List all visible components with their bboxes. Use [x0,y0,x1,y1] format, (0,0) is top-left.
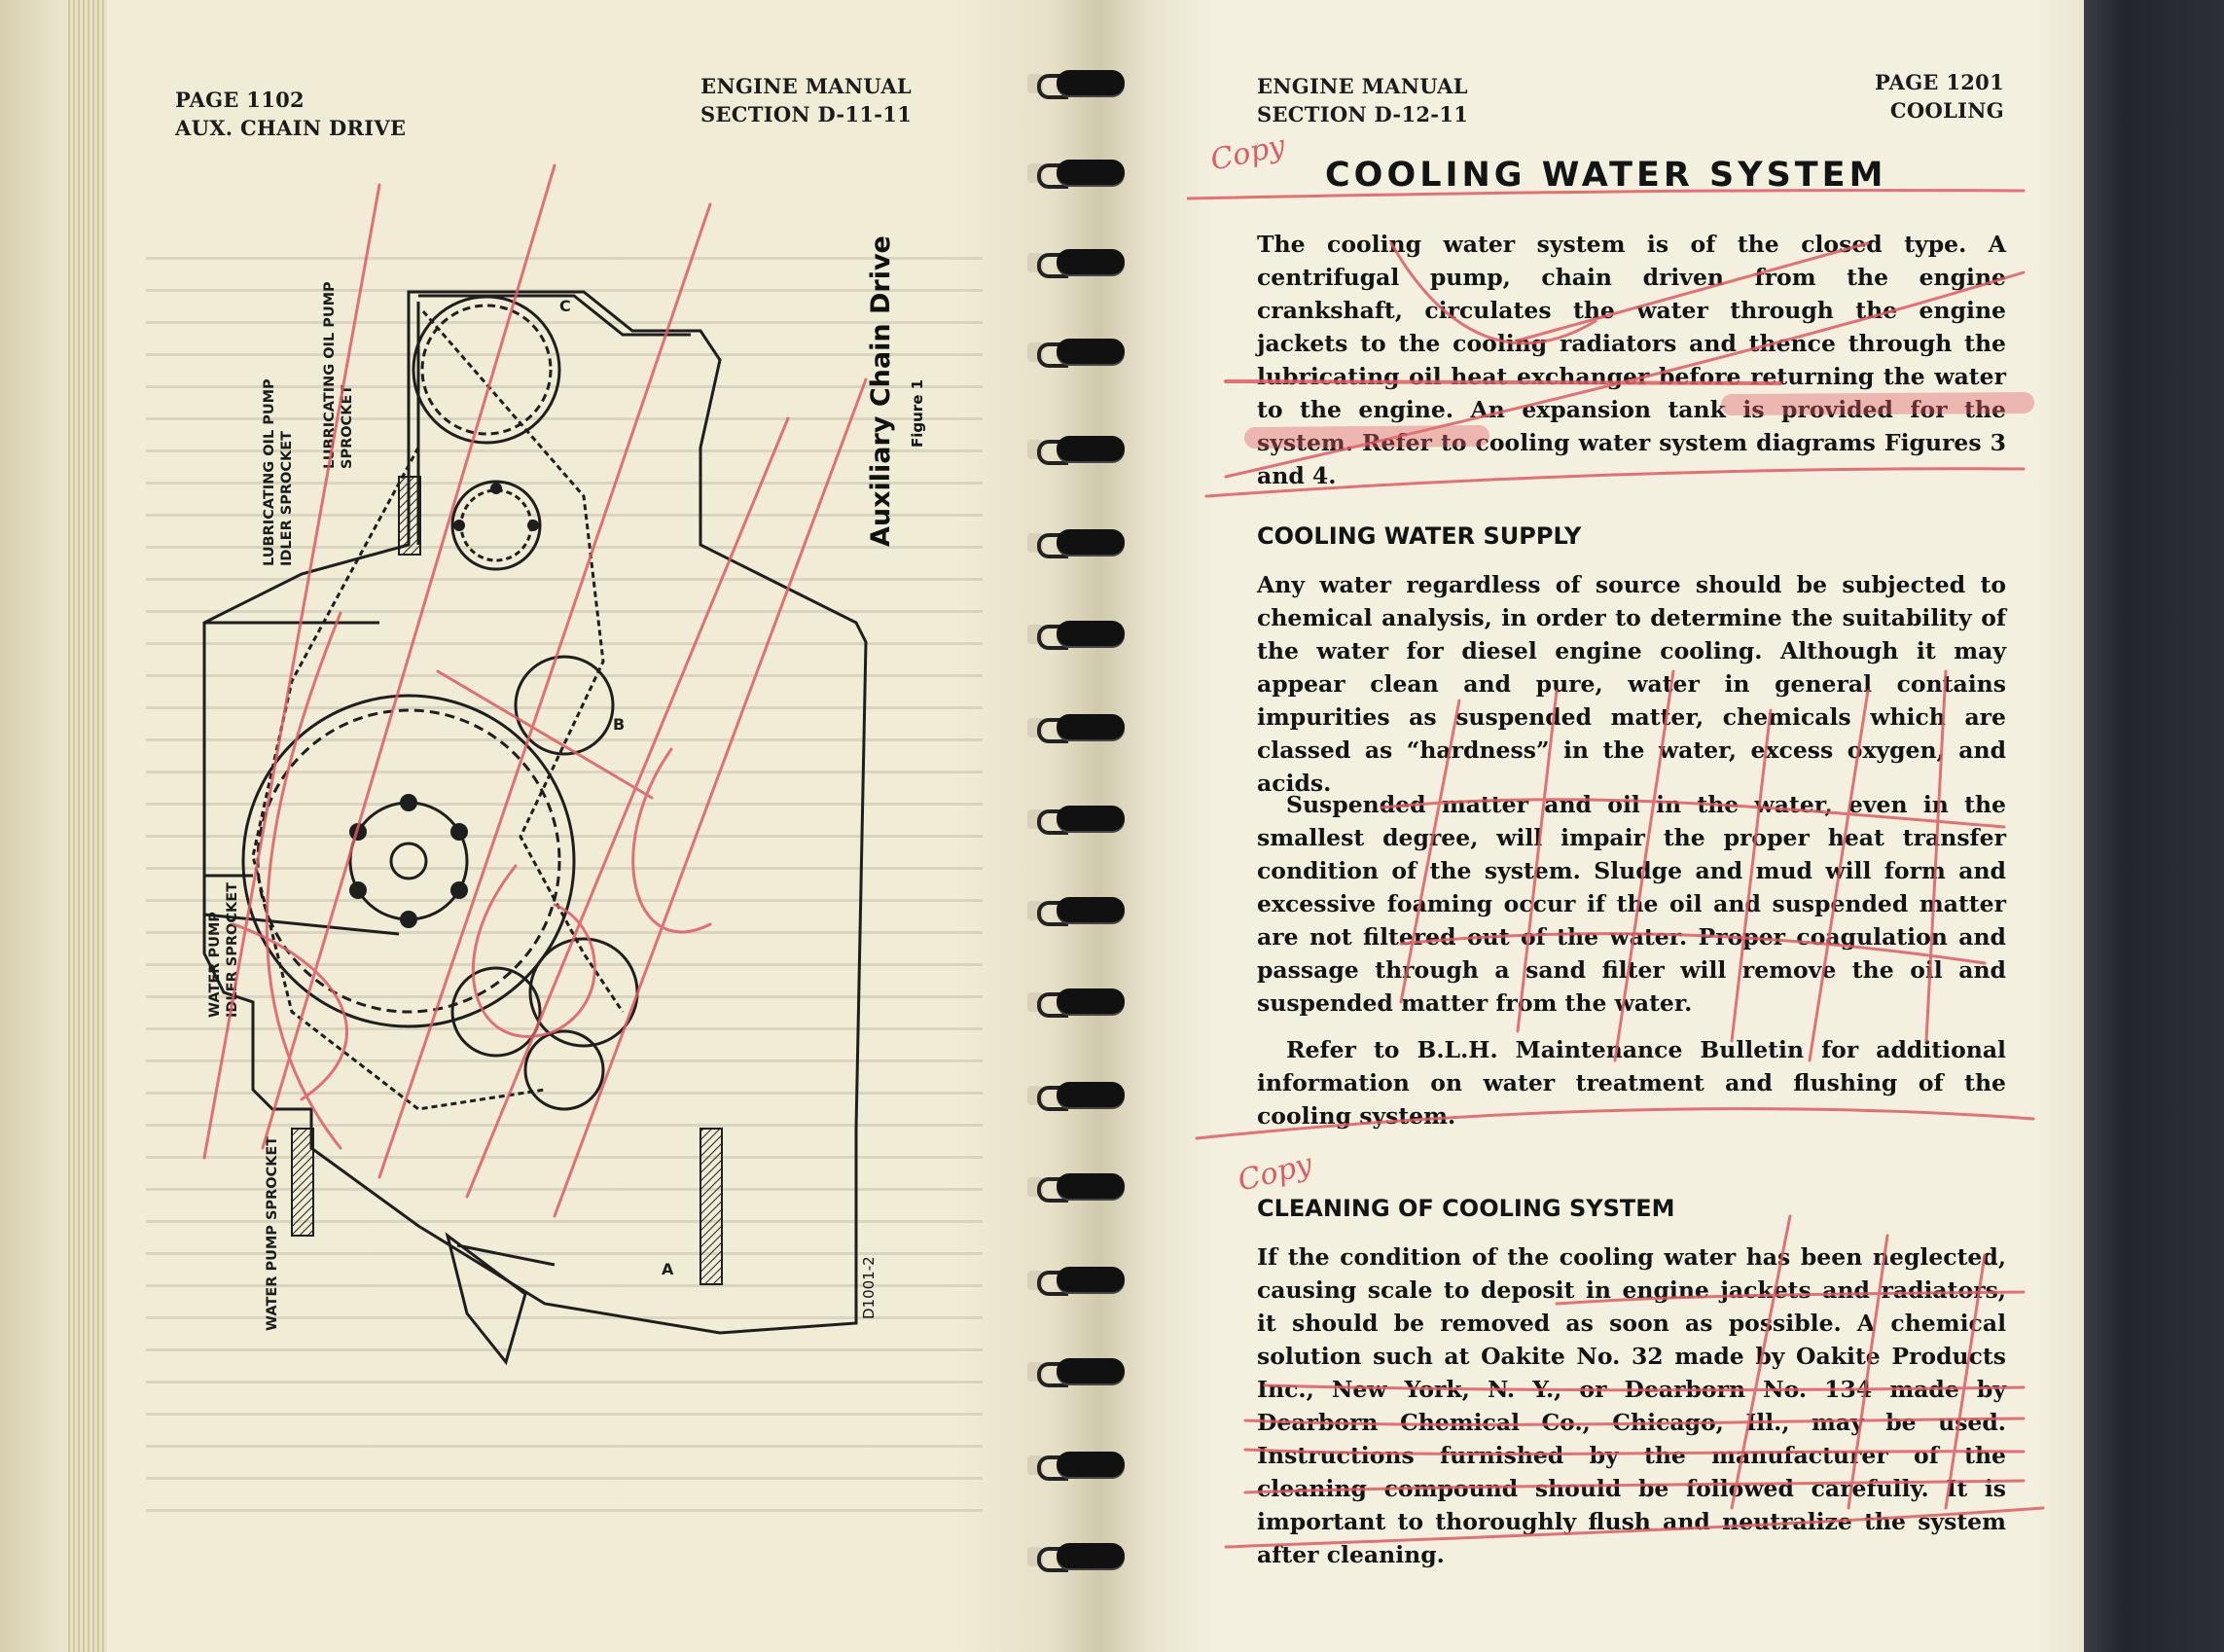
label-lub-oil-pump-sprocket: LUBRICATING OIL PUMP SPROCKET [322,281,355,469]
cleaning-paragraph: If the condition of the cooling water has been neglected, causing scale to deposit in engine jackets and radiators, it should be removed as soon as possible. A chemical solution such at Oakite No. 32 made by Oakite Products Inc., New York, N. Y., or Dearborn No. 134 made by Dearborn Chemical Co., Chicago, Ill., may be used. Instructions furnished by the manufacturer of the cleaning compound should be followed carefully. It is important to thoroughly flush and neutralize the system after cleaning. [1257,1243,2006,1568]
right-page-header-right [1829,68,2004,125]
page-edge-stack [68,0,107,1652]
diagram-label-c: C [559,297,571,315]
binding-coil [1027,615,1146,654]
binding-coil [1027,64,1146,103]
intro-paragraph: The cooling water system is of the closed type. A centrifugal pump, chain driven from the engine crankshaft, circulates the water through the engine jackets to the cooling radiators and thence through the lubricating oil heat exchanger before returning the water to the engine. An expansion tank is provided for the system. Refer to cooling water system diagrams Figures 3 and 4. [1257,231,2006,489]
binding-coil [1027,1352,1146,1391]
binding-coil [1027,1537,1146,1576]
left-page-header-right [700,72,912,128]
section-heading-cleaning: CLEANING OF COOLING SYSTEM [1257,1195,1675,1222]
figure-number: Figure 1 [909,378,926,448]
red-pencil-markings-left [146,126,1002,1391]
supply-paragraph-2: Suspended matter and oil in the water, even in the smallest degree, will impair the proper heat transfer condition of the system. Sludge and mud will form and excessive foaming occur if the oil and suspended matter are not filtered out of the water. Proper coagulation and passage through a sand filter will remove the oil and suspended matter from the water. [1257,791,2006,1017]
binding-coil [1027,891,1146,930]
supply-paragraph-3: Refer to B.L.H. Maintenance Bulletin for additional information on water treatment and flushing of the cooling system. [1257,1036,2006,1130]
figure-code: D1001-2 [860,1256,878,1319]
section-number: SECTION D-11-11 [700,102,913,126]
page-number: PAGE 1102 [175,88,305,112]
page-title: COOLING WATER SYSTEM [1325,156,1887,195]
binding-coil [1027,1446,1146,1485]
label-water-pump-idler: WATER PUMP IDLER SPROCKET [207,881,240,1018]
handwritten-note-copy: Copy [1234,1147,1316,1199]
binding-coil [1027,243,1146,282]
page-topic: COOLING [1889,98,2004,123]
manual-title: ENGINE MANUAL [1257,74,1468,98]
section-heading-water-supply: COOLING WATER SUPPLY [1257,522,1582,550]
page-number: PAGE 1201 [1875,70,2004,94]
manual-title: ENGINE MANUAL [700,74,912,98]
binding-coil [1027,523,1146,562]
label-lub-oil-pump-idler: LUBRICATING OIL PUMP IDLER SPROCKET [262,378,295,566]
right-page-header-left [1257,72,1468,128]
red-pencil-markings-right [1187,126,2063,1605]
binding-coil [1027,1076,1146,1115]
diagram-label-b: B [613,715,626,734]
figure-title: Auxiliary Chain Drive [866,235,896,547]
binding-coil [1027,708,1146,747]
section-number: SECTION D-12-11 [1257,102,1469,126]
handwritten-note-copy: Copy [1207,128,1288,178]
book-cover-edge [2084,0,2224,1652]
binding-coil [1027,333,1146,372]
binding-coil [1027,430,1146,469]
binding-coil [1027,983,1146,1022]
label-water-pump-sprocket: WATER PUMP SPROCKET [265,1135,280,1331]
binding-coil [1027,800,1146,839]
binding-coil [1027,154,1146,193]
page-topic: AUX. CHAIN DRIVE [175,116,407,140]
binding-coil [1027,1261,1146,1300]
binding-coil [1027,1167,1146,1206]
diagram-label-a: A [662,1260,674,1278]
supply-paragraph-1: Any water regardless of source should be subjected to chemical analysis, in order to determine the suitability of the water for diesel engine cooling. Although it may appear clean and pure, water in general contains impurities as suspended matter, chemicals which are classed as “hardness” in the water, excess oxygen, and acids. [1257,571,2006,797]
